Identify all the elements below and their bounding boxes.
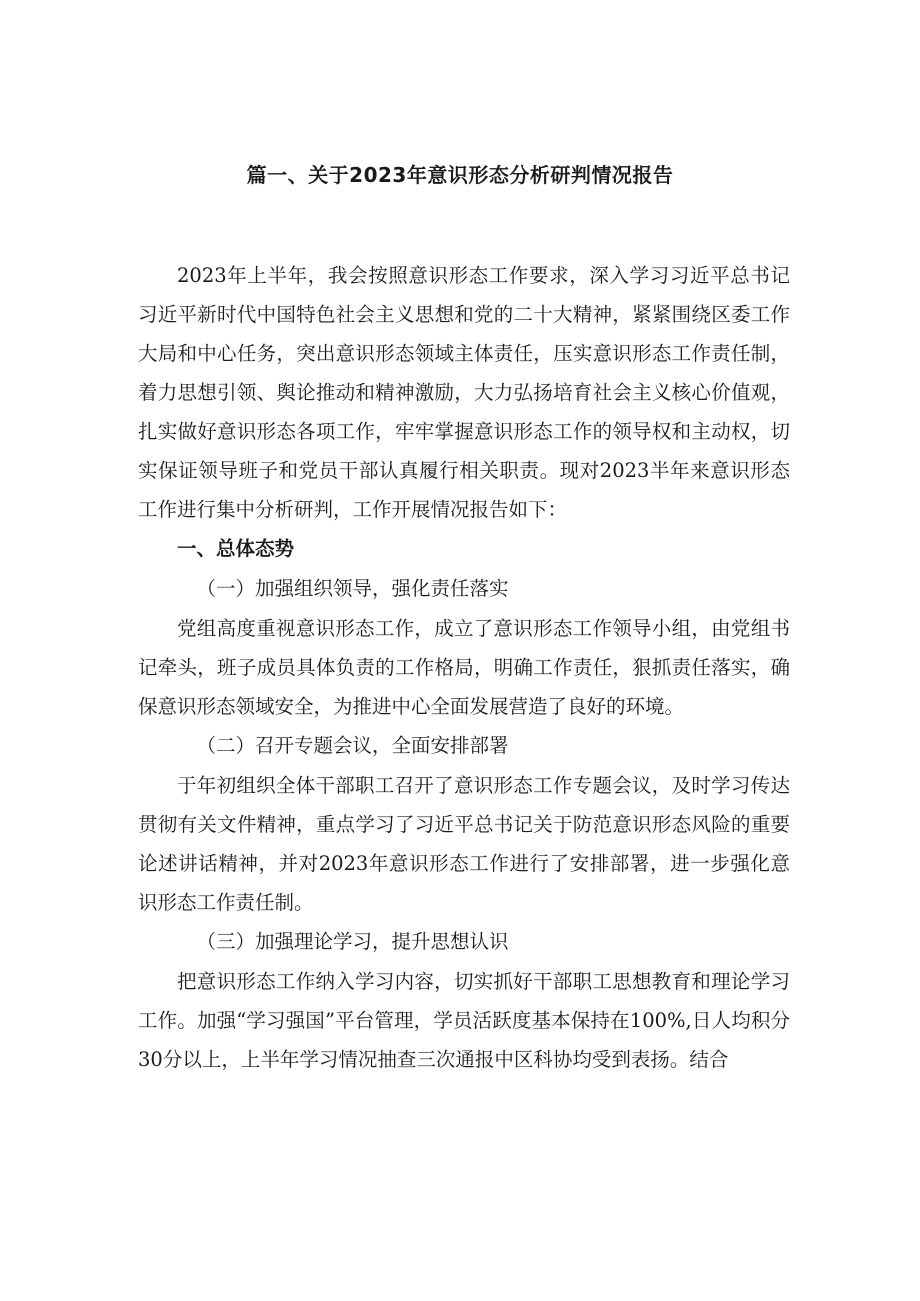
- document-body: [138, 256, 790, 1079]
- subsection-paragraph-1: 党组高度重视意识形态工作，成立了意识形态工作领导小组，由党组书记牵头，班子成员具体负责的工作格局，明确工作责任，狠抓责任落实，确保意识形态领域安全，为推进中心全面发展营造了良好的环境。: [138, 617, 790, 718]
- subsection-paragraph-2: 于年初组织全体干部职工召开了意识形态工作专题会议，及时学习传达贯彻有关文件精神，重点学习了习近平总书记关于防范意识形态风险的重要论述讲话精神，并对2023年意识形态工作进行了安排部署，进一步强化意识形态工作责任制。: [138, 774, 790, 914]
- subsection-heading-2: （二）召开专题会议，全面安排部署: [196, 734, 509, 757]
- subsection-heading-3: （三）加强理论学习，提升思想认识: [196, 930, 509, 953]
- intro-paragraph: 2023年上半年，我会按照意识形态工作要求，深入学习习近平总书记习近平新时代中国特色社会主义思想和党的二十大精神，紧紧围绕区委工作大局和中心任务，突出意识形态领域主体责任，压实意识形态工作责任制，着力思想引领、舆论推动和精神激励，大力弘扬培育社会主义核心价值观，扎实做好意识形态各项工作，牢牢掌握意识形态工作的领导权和主动权，切实保证领导班子和党员干部认真履行相关职责。现对2023半年来意识形态工作进行集中分析研判，工作开展情况报告如下：: [138, 264, 790, 521]
- subsection-heading-1: （一）加强组织领导，强化责任落实: [196, 577, 509, 600]
- section-heading-overall-situation: 一、总体态势: [177, 537, 295, 560]
- subsection-paragraph-3: 把意识形态工作纳入学习内容，切实抓好干部职工思想教育和理论学习工作。加强“学习强国”平台管理，学员活跃度基本保持在100%,日人均积分30分以上，上半年学习情况抽查三次通报中区科协均受到表扬。结合: [138, 970, 790, 1071]
- document-title: 篇一、关于2023年意识形态分析研判情况报告: [246, 163, 674, 187]
